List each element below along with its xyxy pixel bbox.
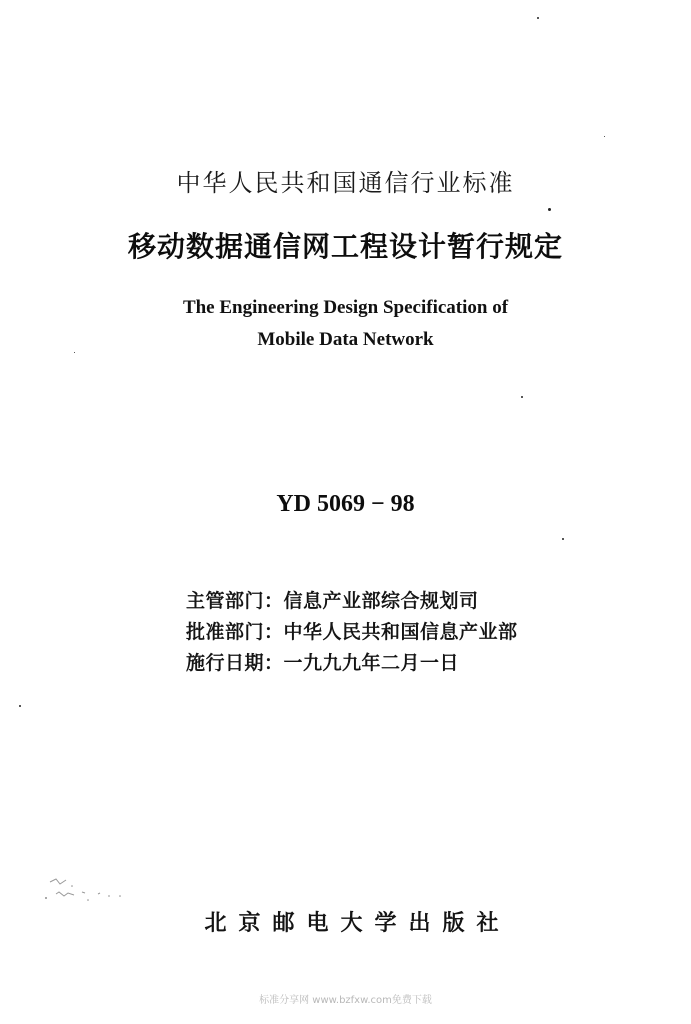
scan-speck (548, 208, 551, 211)
title-english-line2: Mobile Data Network (257, 329, 434, 350)
effective-date: 施行日期：一九九九年二月一日 (186, 652, 460, 674)
watermark-text: 标准分享网 www.bzfxw.com免费下载 (259, 995, 432, 1006)
scan-speck (74, 352, 75, 353)
scan-speck (19, 705, 21, 707)
scan-speck (537, 17, 539, 19)
approval-department: 批准部门：中华人民共和国信息产业部 (186, 621, 518, 643)
standard-category: 中华人民共和国通信行业标准 (176, 169, 515, 197)
scan-speck (604, 136, 605, 137)
competent-department: 主管部门：信息产业部综合规划司 (186, 590, 479, 612)
scan-speck (521, 396, 523, 398)
title-chinese: 移动数据通信网工程设计暂行规定 (127, 230, 563, 263)
scan-smudge (42, 872, 132, 912)
scan-speck (562, 538, 564, 540)
standard-code: YD 5069 − 98 (276, 491, 415, 517)
publisher: 北京邮电大学出版社 (204, 911, 511, 936)
title-english-line1: The Engineering Design Specification of (182, 297, 509, 318)
